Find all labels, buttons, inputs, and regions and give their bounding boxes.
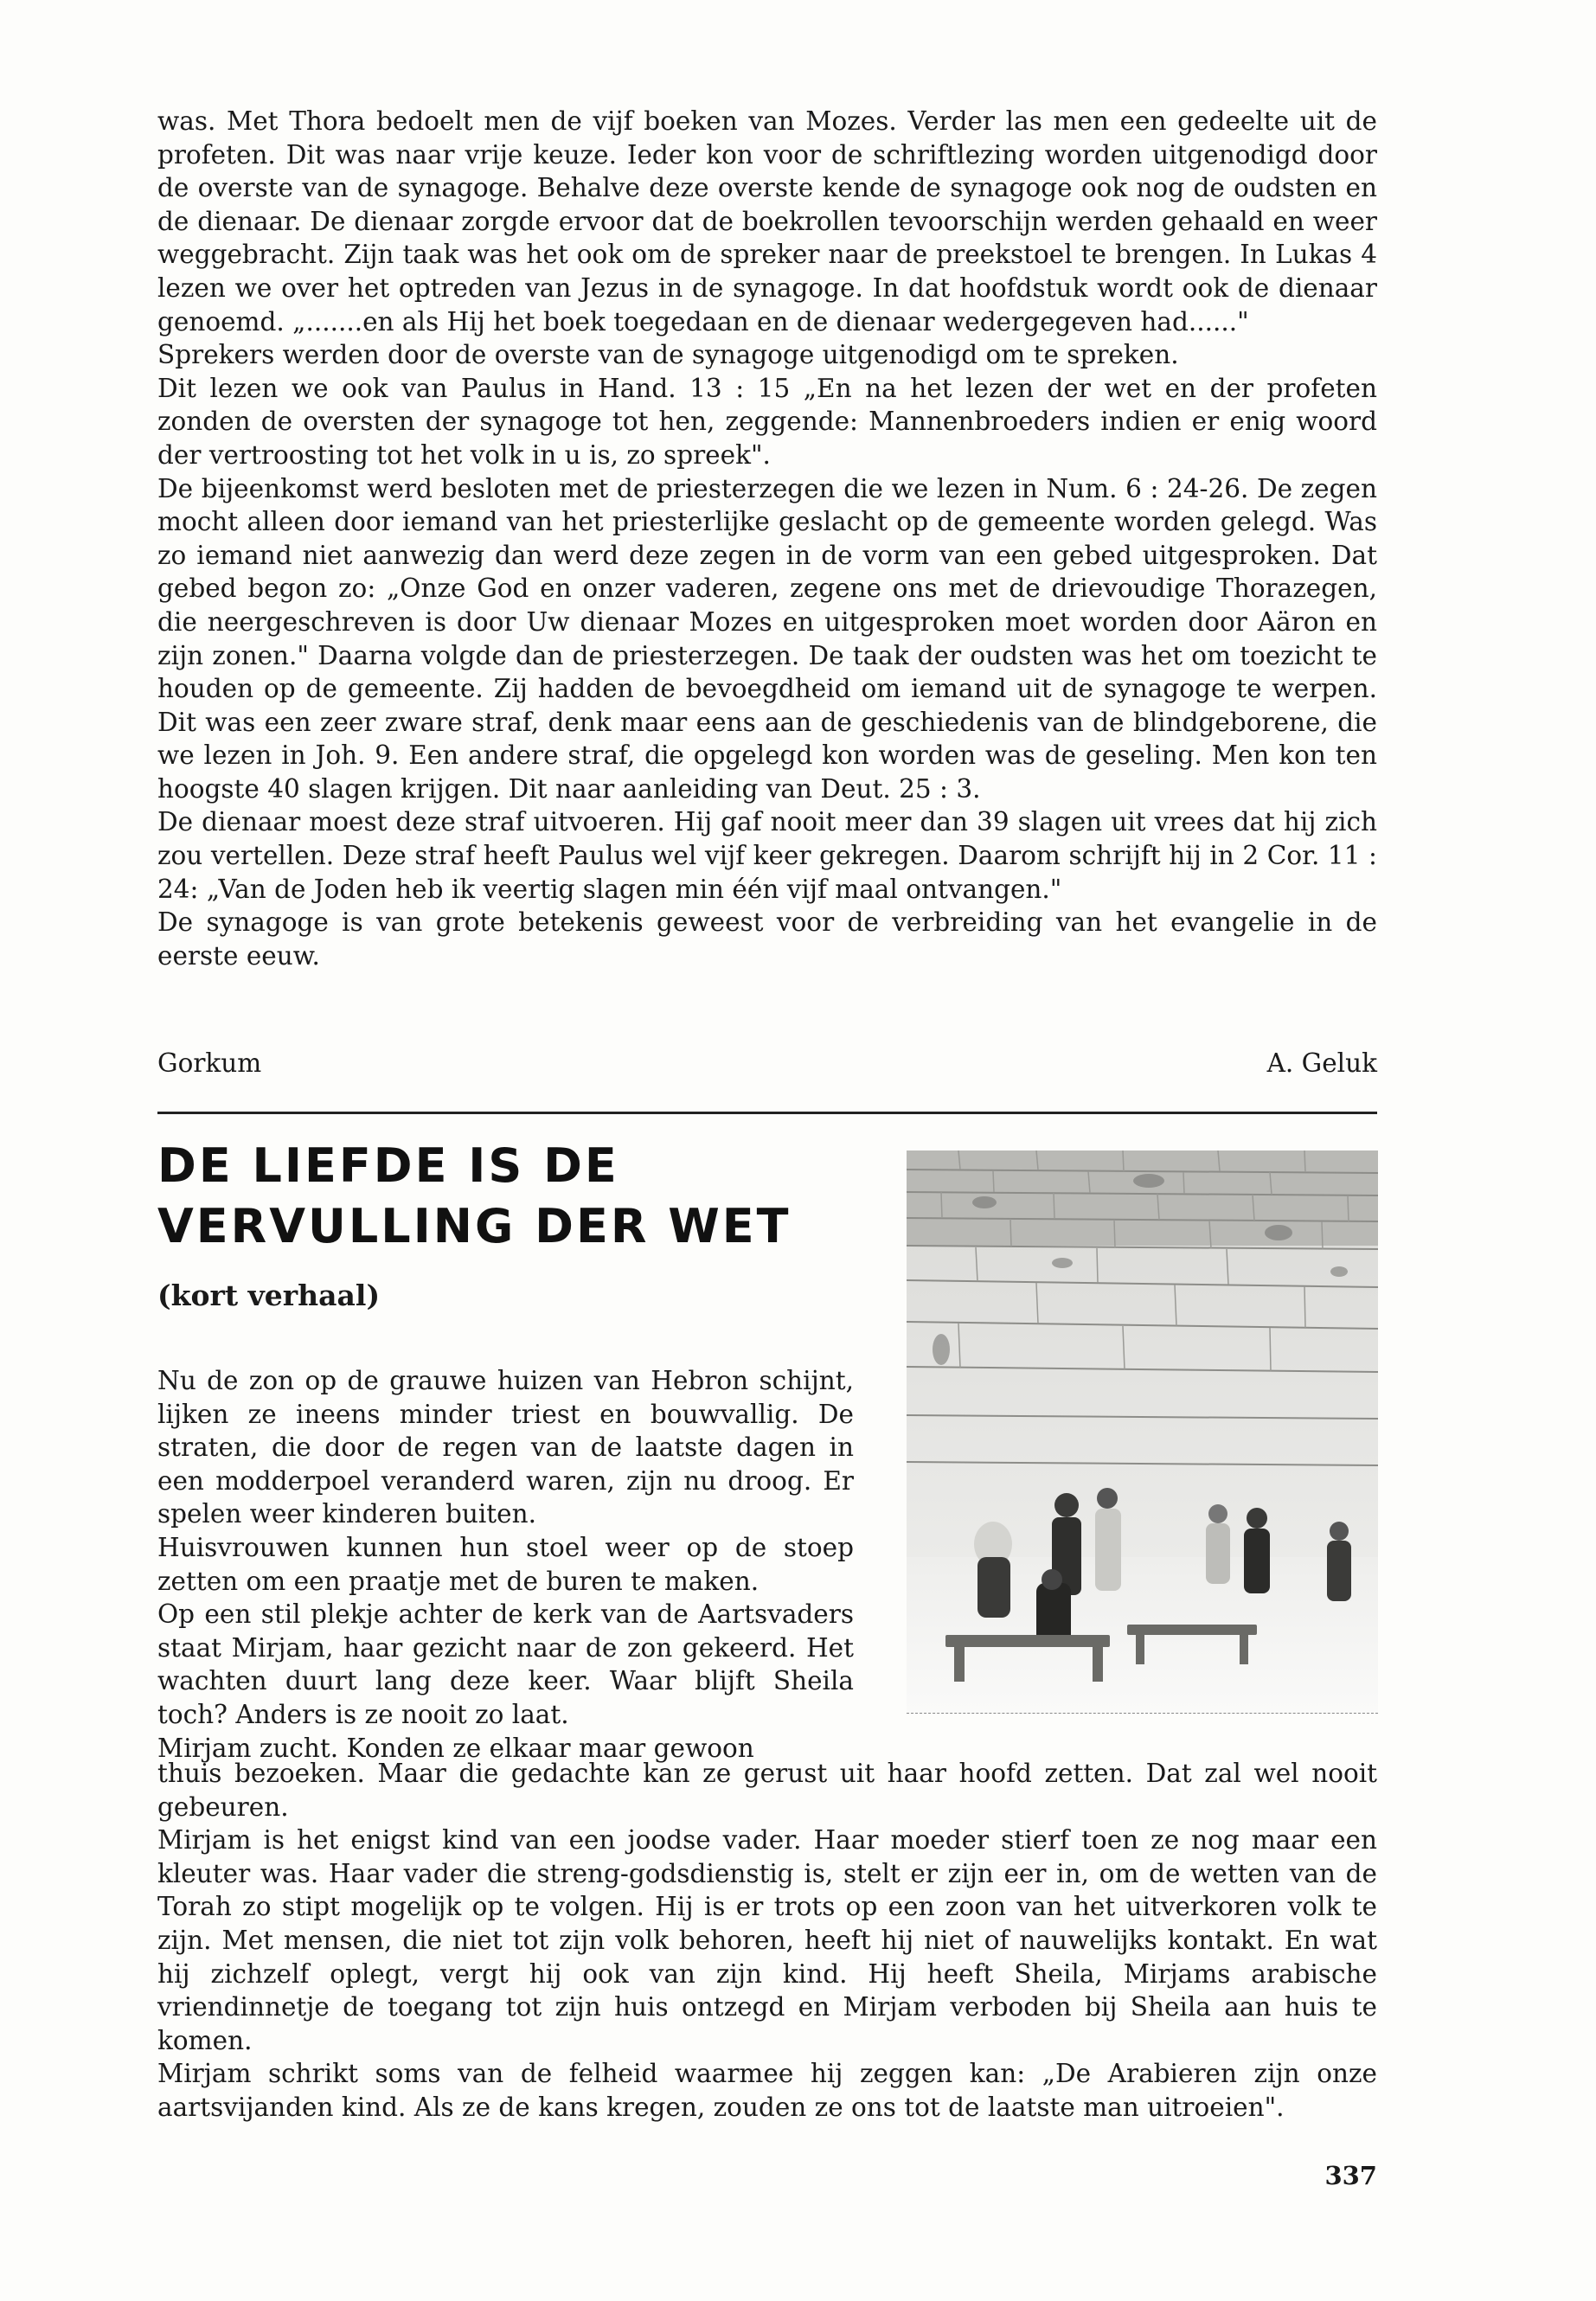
story-title [157, 1136, 867, 1257]
paragraph: Huisvrouwen kunnen hun stoel weer op de stoep zetten om een praatje met de buren te maken. [157, 1532, 854, 1596]
paragraph: Sprekers werden door de overste van de synagoge uitgenodigd om te spreken. [157, 340, 1179, 370]
paragraph: De synagoge is van grote betekenis geweest voor de verbreiding van het evangelie in de eerste eeuw. [157, 907, 1377, 971]
story-body-text [157, 1757, 1377, 2125]
section-divider [157, 1112, 1377, 1114]
author-name: A. Geluk [1266, 1048, 1377, 1078]
story-intro-column [157, 1364, 854, 1765]
paragraph: De dienaar moest deze straf uitvoeren. Hij gaf nooit meer dan 39 slagen uit vrees dat hij zich zou vertellen. Deze straf heeft Paulus wel vijf keer gekregen. Daarom schrijft hij in 2 Cor. 11 : 24: „Van de Joden heb ik veertig slagen min één vijf maal ontvangen." [157, 807, 1377, 904]
wailing-wall-photo [907, 1150, 1378, 1714]
paragraph: was. Met Thora bedoelt men de vijf boeken van Mozes. Verder las men een gedeelte uit de profeten. Dit was naar vrije keuze. Ieder kon voor de schriftlezing worden uitgenodigd door de overste van de synagoge. Behalve deze overste kende de synagoge ook nog de oudsten en de dienaar. De dienaar zorgde ervoor dat de boekrollen tevoorschijn werden gehaald en weer weggebracht. Zijn taak was het ook om de spreker naar de preekstoel te brengen. In Lukas 4 lezen we over het optreden van Jezus in de synagoge. In dat hoofdstuk wordt ook de dienaar genoemd. „.......en als Hij het boek toegedaan en de dienaar wedergegeven had......" [157, 106, 1377, 336]
story-title-line-2: VERVULLING DER WET [157, 1199, 792, 1253]
page-number: 337 [1324, 2161, 1377, 2190]
story-title-line-1: DE LIEFDE IS DE [157, 1138, 619, 1193]
paragraph: Nu de zon op de grauwe huizen van Hebron schijnt, lijken ze ineens minder triest en bouwvallig. De straten, die door de regen van de laatste dagen in een modderpoel veranderd waren, zijn nu droog. Er spelen weer kinderen buiten. [157, 1366, 854, 1529]
place-name: Gorkum [157, 1048, 262, 1078]
paragraph: Dit lezen we ook van Paulus in Hand. 13 : 15 „En na het lezen der wet en der profeten zonden de oversten der synagoge tot hen, zeggende: Mannenbroeders indien er enig woord der vertroosting tot het volk in u is, zo spreek". [157, 373, 1377, 470]
signature-line [157, 1047, 1377, 1080]
article-synagoge-text [157, 105, 1377, 972]
paragraph: thuis bezoeken. Maar die gedachte kan ze gerust uit haar hoofd zetten. Dat zal wel nooit gebeuren. [157, 1759, 1377, 1822]
story-subtitle: (kort verhaal) [157, 1279, 381, 1312]
paragraph: Mirjam is het enigst kind van een joodse vader. Haar moeder stierf toen ze nog maar een kleuter was. Haar vader die streng-godsdienstig is, stelt er zijn eer in, om de wetten van de Torah zo stipt mogelijk op te volgen. Hij is er trots op een zoon van het uitverkoren volk te zijn. Met mensen, die niet tot zijn volk behoren, heeft hij niet of nauwelijks kontakt. En wat hij zichzelf oplegt, vergt hij ook van zijn kind. Hij heeft Sheila, Mirjams arabische vriendinnetje de toegang tot zijn huis ontzegd en Mirjam verboden bij Sheila aan huis te komen. [157, 1825, 1377, 2055]
paragraph: De bijeenkomst werd besloten met de priesterzegen die we lezen in Num. 6 : 24-26. De zegen mocht alleen door iemand van het priesterlijke geslacht op de gemeente worden gelegd. Was zo iemand niet aanwezig dan werd deze zegen in de vorm van een gebed uitgesproken. Dat gebed begon zo: „Onze God en onzer vaderen, zegene ons met de drievoudige Thorazegen, die neergeschreven is door Uw dienaar Mozes en uitgesproken moet worden door Aäron en zijn zonen." Daarna volgde dan de priesterzegen. De taak der oudsten was het om toezicht te houden op de gemeente. Zij hadden de bevoegdheid om iemand uit de synagoge te werpen. Dit was een zeer zware straf, denk maar eens aan de geschiedenis van de blindgeborene, die we lezen in Joh. 9. Een andere straf, die opgelegd kon worden was de geseling. Men kon ten hoogste 40 slagen krijgen. Dit naar aanleiding van Deut. 25 : 3. [157, 473, 1377, 804]
paragraph: Mirjam schrikt soms van de felheid waarmee hij zeggen kan: „De Arabieren zijn onze aartsvijanden kind. Als ze de kans kregen, zouden ze ons tot de laatste man uitroeien". [157, 2059, 1377, 2122]
paragraph: Op een stil plekje achter de kerk van de Aartsvaders staat Mirjam, haar gezicht naar de zon gekeerd. Het wachten duurt lang deze keer. Waar blijft Sheila toch? Anders is ze nooit zo laat. [157, 1599, 854, 1729]
paragraph: Mirjam zucht. Konden ze elkaar maar gewoon [157, 1733, 754, 1763]
